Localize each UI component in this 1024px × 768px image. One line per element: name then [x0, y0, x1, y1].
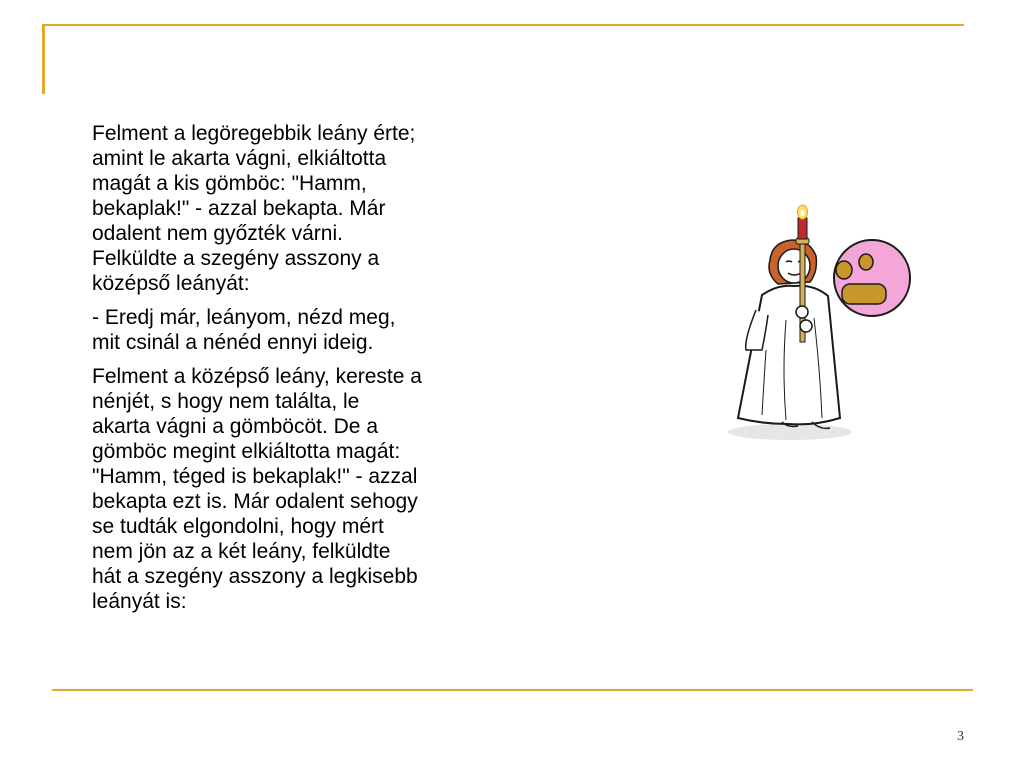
paragraph-1: Felment a legöregebbik leány érte; amint le akarta vágni, elkiáltotta magát a kis gömböc: "Hamm, bekaplak!" - azzal bekapta. Már odalent nem győzték várni. Felküldte a szegény asszony a középső leányát:: [92, 122, 416, 295]
accent-line-bottom: [52, 689, 973, 691]
paragraph-2: - Eredj már, leányom, nézd meg, mit csinál a nénéd ennyi ideig.: [92, 306, 396, 354]
page-number: 3: [957, 729, 964, 744]
accent-line-top: [42, 24, 964, 26]
paragraph-3: Felment a középső leány, kereste a nénjét, s hogy nem találta, le akarta vágni a gömböcöt. De a gömböc megint elkiáltotta magát: "Hamm, téged is bekaplak!" - azzal bekapta ezt is. Már odalent sehogy se tudták elgondolni, hogy mért nem jön az a két leány, felküldte hát a szegény asszony a legkisebb leányát is:: [92, 365, 422, 613]
girl-with-candle-illustration: [722, 200, 922, 450]
girl-with-candle-icon: [722, 200, 922, 450]
body-text: [92, 121, 532, 623]
accent-line-vertical: [42, 24, 45, 94]
